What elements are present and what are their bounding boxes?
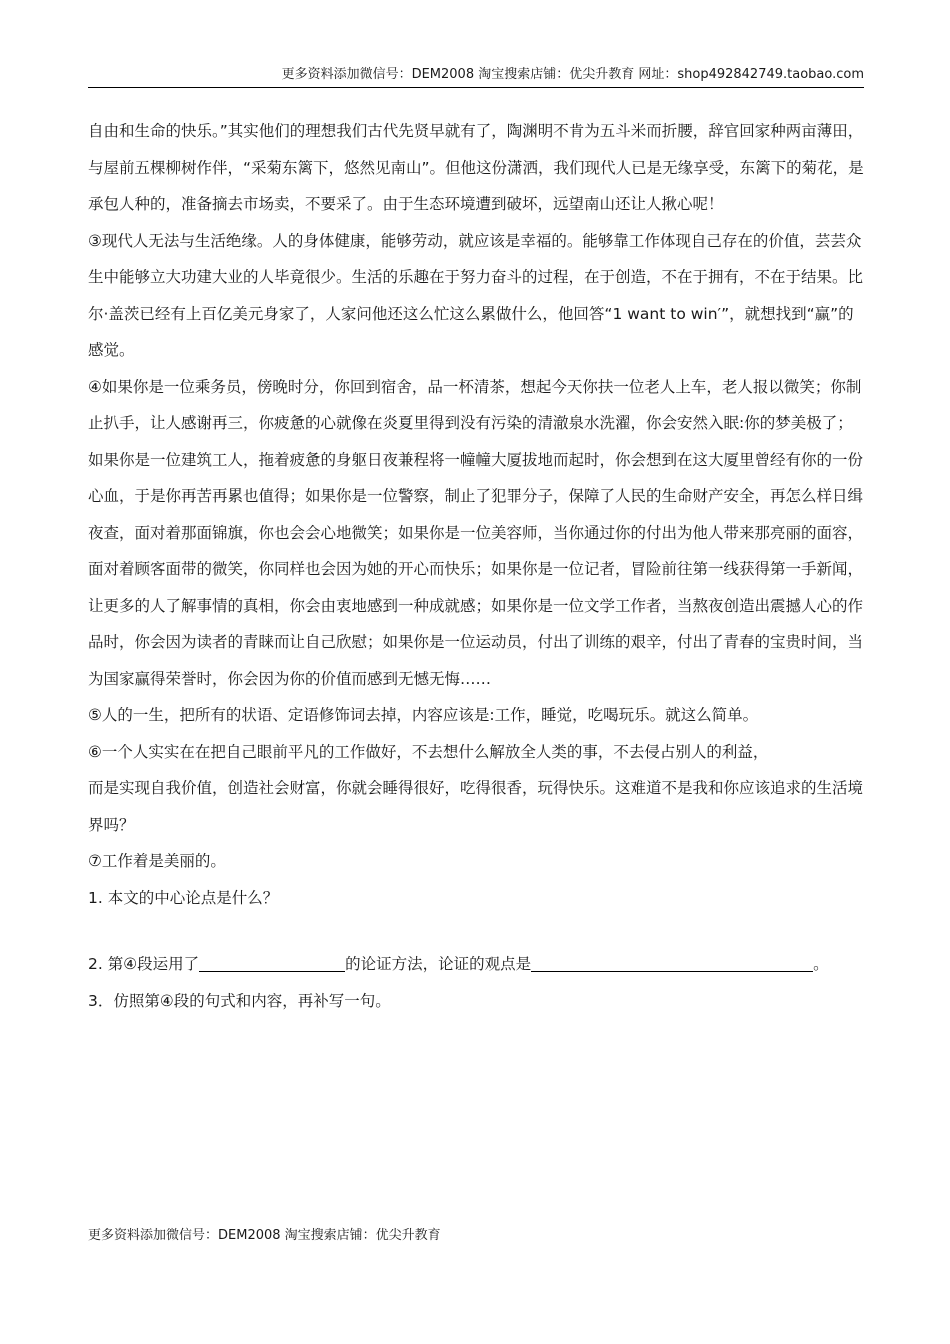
question-2-middle: 的论证方法，论证的观点是 [345,955,532,973]
paragraph-7: ⑦工作着是美丽的。 [88,852,226,870]
answer-blank-viewpoint[interactable] [531,951,813,972]
question-2-suffix: 。 [813,955,829,973]
page-footer: 更多资料添加微信号：DEM2008 淘宝搜索店铺：优尖升教育 [88,1228,441,1243]
paragraph-4: ④如果你是一位乘务员，傍晚时分，你回到宿舍，品一杯清茶，想起今天你扶一位老人上车，老人报以微笑；你制止扒手，让人感谢再三，你疲惫的心就像在炎夏里得到没有污染的清澈泉水洗濯，你会安然入眠:你的梦美极了；如果你是一位建筑工人，拖着疲惫的身躯日夜兼程将一幢幢大厦拔地而起时，你会想到在这大厦里曾经有你的一份心血，于是你再苦再累也值得；如果你是一位警察，制止了犯罪分子，保障了人民的生命财产安全，再怎么样日缉夜查，面对着那面锦旗，你也会会心地微笑；如果你是一位美容师，当你通过你的付出为他人带来那亮丽的面容，面对着顾客面带的微笑，你同样也会因为她的开心而快乐；如果你是一位记者，冒险前往第一线获得第一手新闻，让更多的人了解事情的真相，你会由衷地感到一种成就感；如果你是一位文学工作者，当熬夜创造出震撼人心的作品时，你会因为读者的青睐而让自己欣慰；如果你是一位运动员，付出了训练的艰辛，付出了青春的宝贵时间，当为国家赢得荣誉时，你会因为你的价值而感到无憾无悔…… [88,377,864,688]
question-2-prefix: 2. 第④段运用了 [88,955,200,973]
paragraph-3: ③现代人无法与生活绝缘。人的身体健康，能够劳动，就应该是幸福的。能够靠工作体现自己存在的价值，芸芸众生中能够立大功建大业的人毕竟很少。生活的乐趣在于努力奋斗的过程，在于创造，不在于拥有，不在于结果。比尔·盖茨已经有上百亿美元身家了，人家问他还这么忙这么累做什么，他回答“1 want to win′”，就想找到“赢”的感觉。 [88,231,864,359]
paragraph-6b: 而是实现自我价值，创造社会财富，你就会睡得很好，吃得很香，玩得快乐。这难道不是我和你应该追求的生活境界吗？ [88,779,864,834]
page-header: 更多资料添加微信号：DEM2008 淘宝搜索店铺：优尖升教育 网址：shop492842749.taobao.com [88,66,864,88]
document-body [88,113,864,1019]
question-3: 3．仿照第④段的句式和内容，再补写一句。 [88,991,391,1010]
question-1: 1. 本文的中心论点是什么？ [88,888,279,907]
question-2 [88,946,864,983]
paragraph-continuation: 自由和生命的快乐。”其实他们的理想我们古代先贤早就有了，陶渊明不肯为五斗米而折腰，辞官回家种两亩薄田，与屋前五棵柳树作伴，“采菊东篱下，悠然见南山”。但他这份潇洒，我们现代人已是无缘享受，东篱下的菊花，是承包人种的，准备摘去市场卖，不要采了。由于生态环境遭到破坏，远望南山还让人揪心呢！ [88,122,864,213]
paragraph-6a: ⑥一个人实实在在把自己眼前平凡的工作做好，不去想什么解放全人类的事，不去侵占别人的利益， [88,742,769,761]
answer-blank-method[interactable] [199,951,345,972]
paragraph-5: ⑤人的一生，把所有的状语、定语修饰词去掉，内容应该是:工作，睡觉，吃喝玩乐。就这么简单。 [88,706,759,724]
